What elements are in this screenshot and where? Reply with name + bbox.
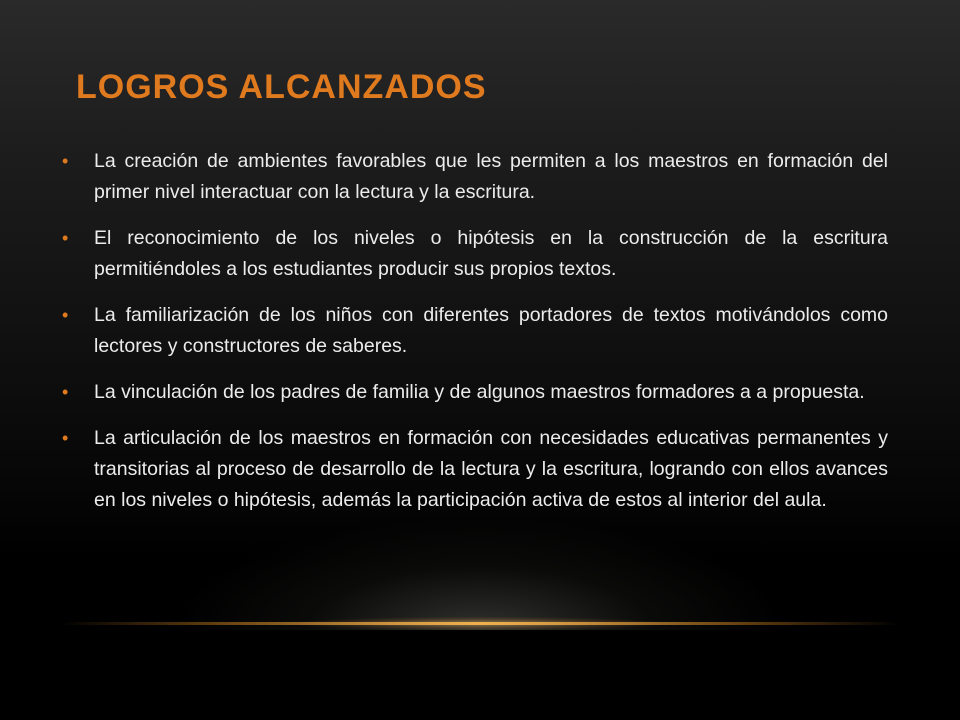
bullet-text: La vinculación de los padres de familia y de algunos maestros formadores a a propuesta. — [94, 381, 865, 403]
bullet-item — [62, 223, 888, 285]
bullet-item — [62, 377, 888, 408]
bullet-text: El reconocimiento de los niveles o hipótesis en la construcción de la escritura permitiéndoles a los estudiantes producir sus propios textos. — [94, 227, 888, 280]
floor-line — [60, 622, 900, 625]
bullet-text: La familiarización de los niños con diferentes portadores de textos motivándolos como lectores y constructores de saberes. — [94, 304, 888, 357]
bullet-item — [62, 423, 888, 516]
bullet-icon: • — [62, 382, 69, 402]
bullet-icon: • — [62, 151, 69, 171]
slide-title: LOGROS ALCANZADOS — [76, 68, 487, 106]
spotlight-glow — [180, 520, 780, 630]
bullet-text: La creación de ambientes favorables que les permiten a los maestros en formación del primer nivel interactuar con la lectura y la escritura. — [94, 150, 888, 203]
bullet-list — [62, 146, 888, 531]
bullet-text: La articulación de los maestros en formación con necesidades educativas permanentes y transitorias al proceso de desarrollo de la lectura y la escritura, logrando con ellos avances en los niveles o hipótesis, además la participación activa de estos al interior del aula. — [94, 427, 888, 511]
bullet-item — [62, 300, 888, 362]
bullet-icon: • — [62, 305, 69, 325]
bullet-icon: • — [62, 428, 69, 448]
bullet-icon: • — [62, 228, 69, 248]
bullet-item — [62, 146, 888, 208]
